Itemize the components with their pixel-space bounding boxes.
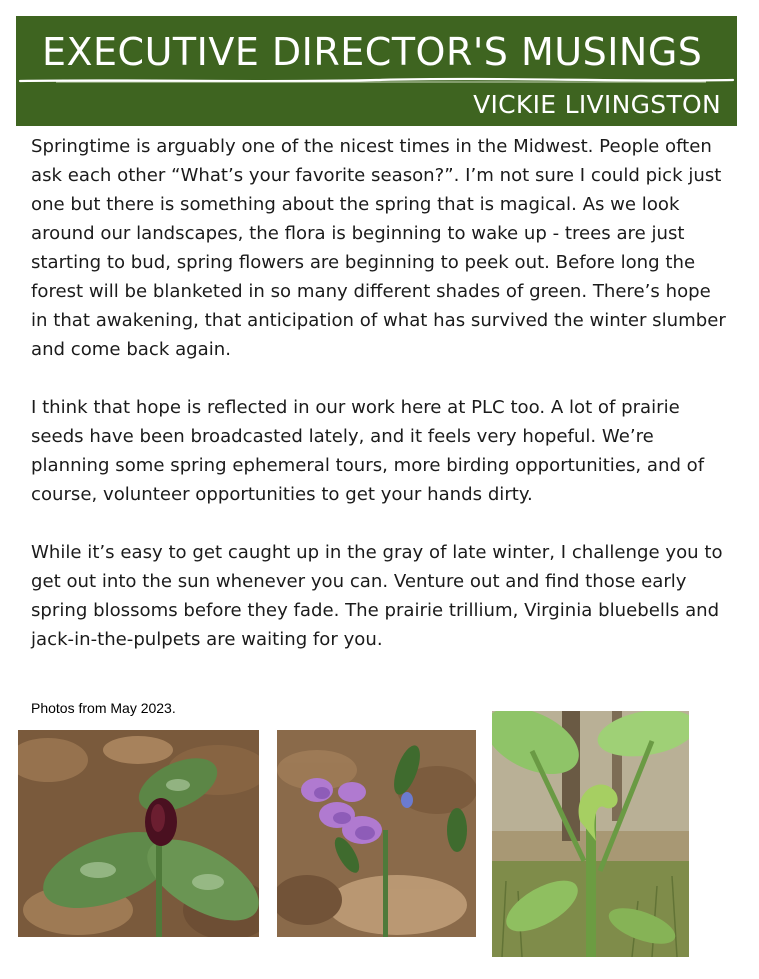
author-name: VICKIE LIVINGSTON: [473, 90, 721, 119]
paragraph-2: I think that hope is reflected in our work here at PLC too. A lot of prairie seeds have been broadcasted lately, and it feels very hopeful. We’re planning some spring ephemeral tours, more birding opportunities, and of course, volunteer opportunities to get your hands dirty.: [31, 397, 705, 505]
paragraph-1: Springtime is arguably one of the nicest times in the Midwest. People often ask each other “What’s your favorite season?”. I’m not sure I could pick just one but there is something about the spring that is magical. As we look around our landscapes, the flora is beginning to wake up - trees are just starting to bud, spring flowers are beginning to peek out. Before long the forest will be blanketed in so many different shades of green. There’s hope in that awakening, that anticipation of what has survived the winter slumber and come back again.: [31, 136, 726, 360]
trillium-photo: [18, 730, 259, 937]
jack-in-the-pulpit-photo: [492, 711, 689, 957]
bluebells-photo: [277, 730, 476, 937]
header-banner: [16, 16, 737, 126]
article-body: [31, 132, 731, 683]
brush-stroke-divider: [16, 77, 737, 85]
page-title: EXECUTIVE DIRECTOR'S MUSINGS: [42, 30, 703, 74]
photo-caption: Photos from May 2023.: [31, 700, 176, 716]
paragraph-3: While it’s easy to get caught up in the gray of late winter, I challenge you to get out into the sun whenever you can. Venture out and find those early spring blossoms before they fade. The prairie trillium, Virginia bluebells and jack-in-the-pulpets are waiting for you.: [31, 542, 723, 650]
